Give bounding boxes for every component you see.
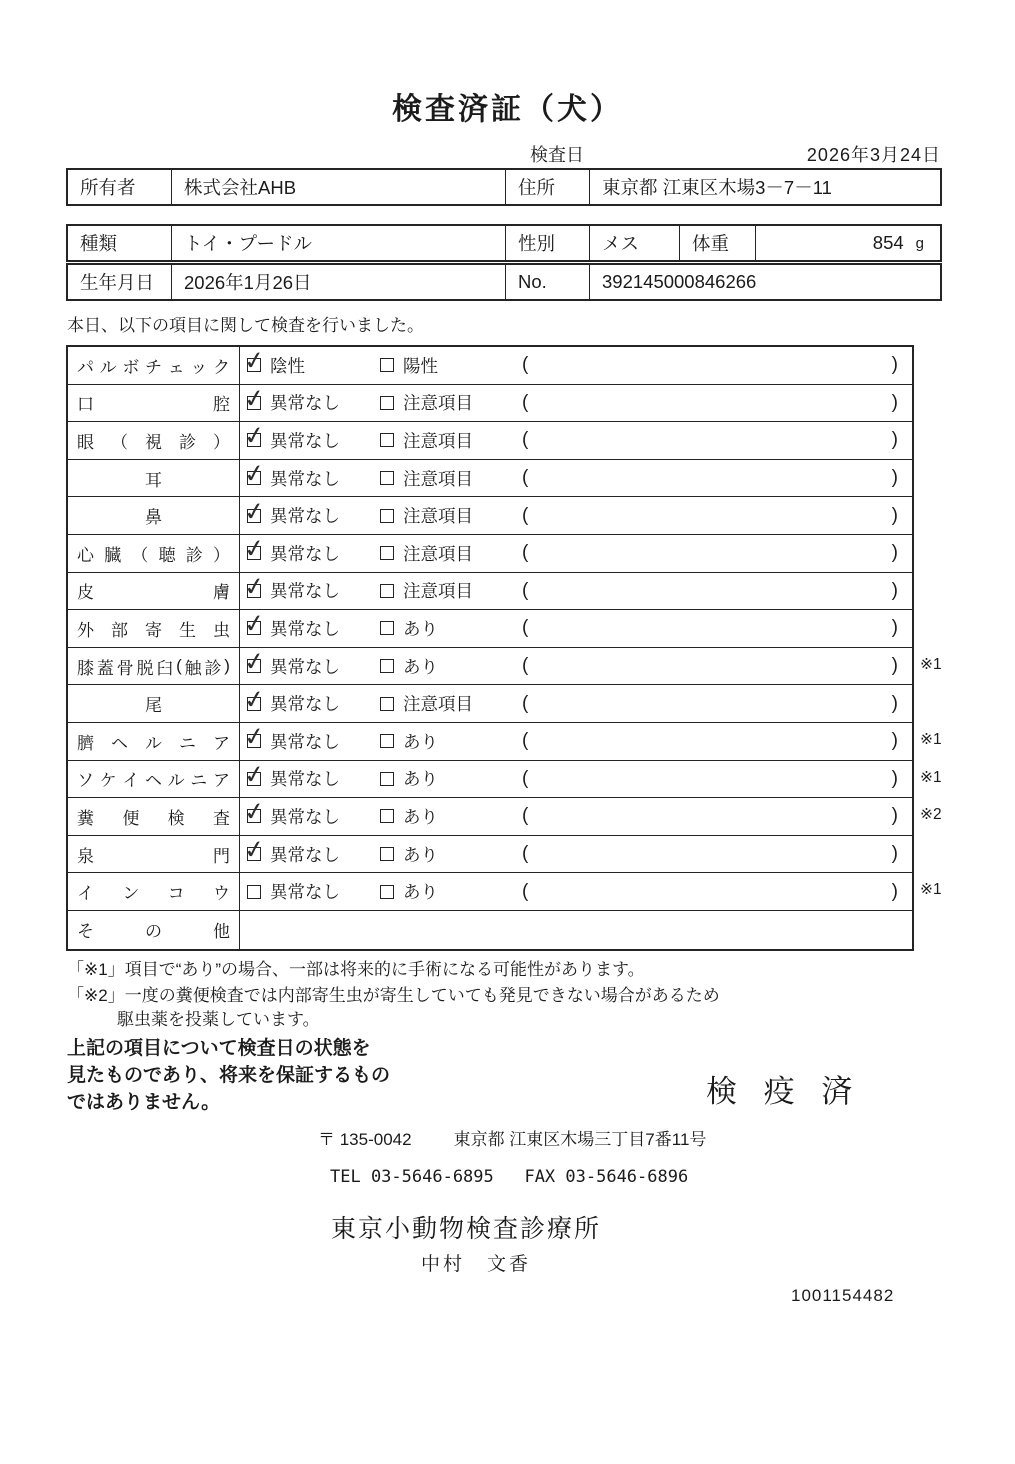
checkbox-option2[interactable]	[380, 697, 394, 711]
owner-value: 株式会社AHB	[172, 170, 506, 204]
option2-label: 注意項目	[403, 468, 473, 489]
checkbox-option2[interactable]	[380, 809, 394, 823]
checkbox-option2[interactable]	[380, 621, 394, 635]
option2-cell	[373, 422, 508, 459]
disclaimer-line-1: 上記の項目について検査日の状態を	[67, 1038, 371, 1059]
remarks-field	[508, 873, 912, 910]
option2-cell	[373, 610, 508, 647]
paren-close: )	[891, 880, 898, 902]
paren-close: )	[891, 655, 898, 677]
paren-close: )	[891, 542, 898, 564]
paren-close: )	[891, 767, 898, 789]
option1-label: 異常なし	[270, 694, 340, 715]
owner-info-table	[66, 168, 942, 206]
option1-cell	[240, 610, 373, 647]
weight-value: 854	[872, 232, 904, 253]
weight-value-cell	[756, 226, 940, 260]
option2-label: あり	[403, 806, 438, 827]
checkbox-option1[interactable]	[247, 433, 261, 447]
checkbox-option1[interactable]	[247, 396, 261, 410]
intro-text: 本日、以下の項目に関して検査を行いました。	[67, 316, 424, 335]
checkbox-option1[interactable]	[247, 885, 261, 899]
option1-cell	[240, 685, 373, 722]
option2-cell	[373, 798, 508, 835]
option1-cell	[240, 573, 373, 610]
paren-open: (	[522, 579, 529, 601]
tel-fax: TEL 03-5646-6895 FAX 03-5646-6896	[330, 1167, 689, 1187]
checklist-row	[68, 460, 912, 498]
checkbox-option1[interactable]	[247, 659, 261, 673]
paren-open: (	[522, 429, 529, 451]
option1-cell	[240, 460, 373, 497]
option1-label: 異常なし	[270, 656, 340, 677]
option1-label: 異常なし	[270, 468, 340, 489]
option1-cell	[240, 347, 373, 384]
clinic-address: 東京都 江東区木場三丁目7番11号	[453, 1130, 707, 1149]
weight-label: 体重	[680, 226, 756, 260]
paren-open: (	[522, 692, 529, 714]
inspection-date-row	[66, 141, 941, 167]
footnote-ref: ※1	[920, 730, 942, 748]
page-title: 検査済証（犬）	[392, 93, 623, 126]
option1-cell	[240, 761, 373, 798]
option1-label: 異常なし	[270, 844, 340, 865]
id-number-label: No.	[506, 265, 590, 299]
option2-cell	[373, 685, 508, 722]
owner-label: 所有者	[68, 170, 172, 204]
option2-cell	[373, 573, 508, 610]
paren-open: (	[522, 880, 529, 902]
option1-cell	[240, 798, 373, 835]
paren-open: (	[522, 655, 529, 677]
option2-cell	[373, 648, 508, 685]
option2-label: 注意項目	[403, 506, 473, 527]
footnote-ref: ※2	[920, 806, 942, 824]
option2-label: 注意項目	[403, 430, 473, 451]
option2-cell	[373, 385, 508, 422]
footnote-ref: ※1	[920, 881, 942, 899]
remarks-field	[508, 648, 912, 685]
remarks-field	[508, 422, 912, 459]
option2-cell	[373, 723, 508, 760]
paren-open: (	[522, 767, 529, 789]
checklist-row	[68, 648, 942, 686]
paren-open: (	[522, 467, 529, 489]
checkbox-option2[interactable]	[380, 546, 394, 560]
remarks-field	[508, 610, 912, 647]
sex-label: 性別	[506, 226, 590, 260]
option1-cell	[240, 873, 373, 910]
checklist-item-label: 心 臓 （ 聴 診 ）	[68, 535, 240, 572]
checklist-row	[68, 685, 912, 723]
checklist-row	[68, 723, 942, 761]
inspection-date-value: 2026年3月24日	[806, 145, 941, 165]
option1-label: 異常なし	[270, 506, 340, 527]
option1-cell	[240, 497, 373, 534]
option2-label: あり	[403, 618, 438, 639]
paren-open: (	[522, 730, 529, 752]
checkbox-option1[interactable]	[247, 509, 261, 523]
option2-label: 陽性	[403, 355, 438, 376]
option2-label: あり	[403, 882, 438, 903]
checklist-item-label: 外 部 寄 生 虫	[68, 610, 240, 647]
checklist-row	[68, 761, 942, 799]
checkbox-option1[interactable]	[247, 358, 261, 372]
remarks-field	[508, 685, 912, 722]
address-label: 住所	[506, 170, 590, 204]
remarks-field	[508, 911, 912, 949]
checklist-item-label: 糞 便 検 査	[68, 798, 240, 835]
checkbox-option2[interactable]	[380, 659, 394, 673]
option2-label: 注意項目	[403, 581, 473, 602]
option1-cell	[240, 648, 373, 685]
checkbox-option1[interactable]	[247, 471, 261, 485]
checklist-row	[68, 610, 912, 648]
disclaimer-line-2: 見たものであり、将来を保証するもの	[67, 1065, 391, 1086]
option2-label: あり	[403, 769, 438, 790]
footnote-2-line1: 「※2」一度の糞便検査では内部寄生虫が寄生していても発見できない場合があるため	[67, 986, 720, 1005]
address-value: 東京都 江東区木場3－7－11	[602, 177, 832, 198]
checklist-row	[68, 836, 912, 874]
checklist-item-label: 臍 ヘ ル ニ ア	[68, 723, 240, 760]
sex-value: メス	[590, 226, 680, 260]
remarks-field	[508, 798, 912, 835]
paren-open: (	[522, 617, 529, 639]
checklist-row	[68, 385, 912, 423]
option1-label: 異常なし	[270, 618, 340, 639]
option1-cell	[240, 535, 373, 572]
checklist-row	[68, 798, 942, 836]
option2-cell	[373, 347, 508, 384]
checklist-table	[66, 345, 942, 951]
option1-label: 異常なし	[270, 430, 340, 451]
checklist-item-label: 尾	[68, 685, 240, 722]
clinic-name: 東京小動物検査診療所	[331, 1215, 602, 1243]
option1-label: 異常なし	[270, 806, 340, 827]
checkbox-option1[interactable]	[247, 847, 261, 861]
paren-open: (	[522, 391, 529, 413]
checklist-row	[68, 497, 912, 535]
footnote-ref: ※1	[920, 655, 942, 673]
option1-label: 異常なし	[270, 882, 340, 903]
option1-cell	[240, 422, 373, 459]
footnote-1: 「※1」項目で“あり”の場合、一部は将来的に手術になる可能性があります。	[67, 960, 645, 979]
paren-close: )	[891, 579, 898, 601]
checklist-item-label: 耳	[68, 460, 240, 497]
checklist-item-label: 鼻	[68, 497, 240, 534]
paren-close: )	[891, 504, 898, 526]
option1-cell	[240, 723, 373, 760]
disclaimer-text	[67, 1035, 390, 1116]
checkbox-option1[interactable]	[247, 584, 261, 598]
checklist-row	[68, 911, 912, 949]
option1-label: 異常なし	[270, 543, 340, 564]
option1-label: 陰性	[270, 355, 305, 376]
paren-close: )	[891, 354, 898, 376]
option2-label: 注意項目	[403, 393, 473, 414]
remarks-field	[508, 497, 912, 534]
veterinarian-name: 中村 文香	[421, 1254, 532, 1275]
quarantine-stamp: 検 疫 済	[706, 1074, 862, 1109]
option2-cell	[373, 497, 508, 534]
paren-open: (	[522, 542, 529, 564]
option2-label: あり	[403, 844, 438, 865]
remarks-field	[508, 836, 912, 873]
checkbox-option1[interactable]	[247, 809, 261, 823]
breed-value: トイ・プードル	[172, 226, 506, 260]
weight-unit: g	[915, 234, 924, 252]
paren-close: )	[891, 843, 898, 865]
inspection-date-label: 検査日	[530, 145, 584, 165]
remarks-field	[508, 761, 912, 798]
paren-open: (	[522, 805, 529, 827]
checkbox-option2[interactable]	[380, 847, 394, 861]
checkbox-option2[interactable]	[380, 584, 394, 598]
option1-label: 異常なし	[270, 581, 340, 602]
footnote-ref: ※1	[920, 768, 942, 786]
option2-cell	[373, 761, 508, 798]
checkbox-option2[interactable]	[380, 734, 394, 748]
checkbox-option1[interactable]	[247, 772, 261, 786]
paren-close: )	[891, 467, 898, 489]
checklist-item-label: 膝 蓋 骨 脱 臼 ( 触 診 )	[68, 648, 240, 685]
id-number-value: 392145000846266	[602, 271, 757, 292]
remarks-field	[508, 460, 912, 497]
paren-close: )	[891, 805, 898, 827]
checklist-item-label: パ ル ボ チ ェ ッ ク	[68, 347, 240, 384]
postal-code: 〒 135-0042	[318, 1130, 412, 1149]
option2-label: 注意項目	[403, 694, 473, 715]
checklist-row	[68, 573, 912, 611]
option1-label: 異常なし	[270, 769, 340, 790]
clinic-address-row	[318, 1125, 706, 1150]
paren-close: )	[891, 617, 898, 639]
checkbox-option1[interactable]	[247, 697, 261, 711]
birth-info-table	[66, 263, 942, 301]
paren-open: (	[522, 354, 529, 376]
footnote-2-line2: 駆虫薬を投薬しています。	[117, 1010, 320, 1029]
checklist-item-label: 皮 膚	[68, 573, 240, 610]
option1-label: 異常なし	[270, 731, 340, 752]
option2-cell	[373, 535, 508, 572]
option1-cell	[240, 836, 373, 873]
checklist-row	[68, 873, 942, 911]
document-number: 1001154482	[791, 1286, 895, 1305]
paren-close: )	[891, 692, 898, 714]
option2-cell	[373, 911, 508, 949]
checkbox-option2[interactable]	[380, 885, 394, 899]
paren-close: )	[891, 391, 898, 413]
checkbox-option2[interactable]	[380, 358, 394, 372]
option1-cell	[240, 911, 373, 949]
birthdate-label: 生年月日	[68, 265, 172, 299]
option2-cell	[373, 873, 508, 910]
checklist-row	[68, 535, 912, 573]
remarks-field	[508, 723, 912, 760]
breed-label: 種類	[68, 226, 172, 260]
option2-cell	[373, 836, 508, 873]
checkbox-option1[interactable]	[247, 546, 261, 560]
option2-cell	[373, 460, 508, 497]
paren-close: )	[891, 429, 898, 451]
animal-info-table	[66, 224, 942, 262]
checkbox-option2[interactable]	[380, 509, 394, 523]
paren-close: )	[891, 730, 898, 752]
remarks-field	[508, 573, 912, 610]
remarks-field	[508, 535, 912, 572]
remarks-field	[508, 385, 912, 422]
option1-label: 異常なし	[270, 393, 340, 414]
checklist-item-label: 眼 （ 視 診 ）	[68, 422, 240, 459]
checkbox-option2[interactable]	[380, 433, 394, 447]
disclaimer-line-3: ではありません。	[67, 1092, 221, 1113]
option2-label: あり	[403, 656, 438, 677]
checklist-item-label: そ の 他	[68, 911, 240, 949]
checkbox-option2[interactable]	[380, 772, 394, 786]
birthdate-value: 2026年1月26日	[172, 265, 506, 299]
option2-label: 注意項目	[403, 543, 473, 564]
remarks-field	[508, 347, 912, 384]
checklist-item-label: 口 腔	[68, 385, 240, 422]
checklist-item-label: 泉 門	[68, 836, 240, 873]
checklist-row	[68, 422, 912, 460]
checkbox-option1[interactable]	[247, 621, 261, 635]
checkbox-option2[interactable]	[380, 471, 394, 485]
paren-open: (	[522, 504, 529, 526]
checklist-item-label: イ ン コ ウ	[68, 873, 240, 910]
checkbox-option2[interactable]	[380, 396, 394, 410]
paren-open: (	[522, 843, 529, 865]
checkbox-option1[interactable]	[247, 734, 261, 748]
checklist-item-label: ソ ケ イ ヘ ル ニ ア	[68, 761, 240, 798]
option2-label: あり	[403, 731, 438, 752]
checklist-row	[68, 347, 912, 385]
option1-cell	[240, 385, 373, 422]
